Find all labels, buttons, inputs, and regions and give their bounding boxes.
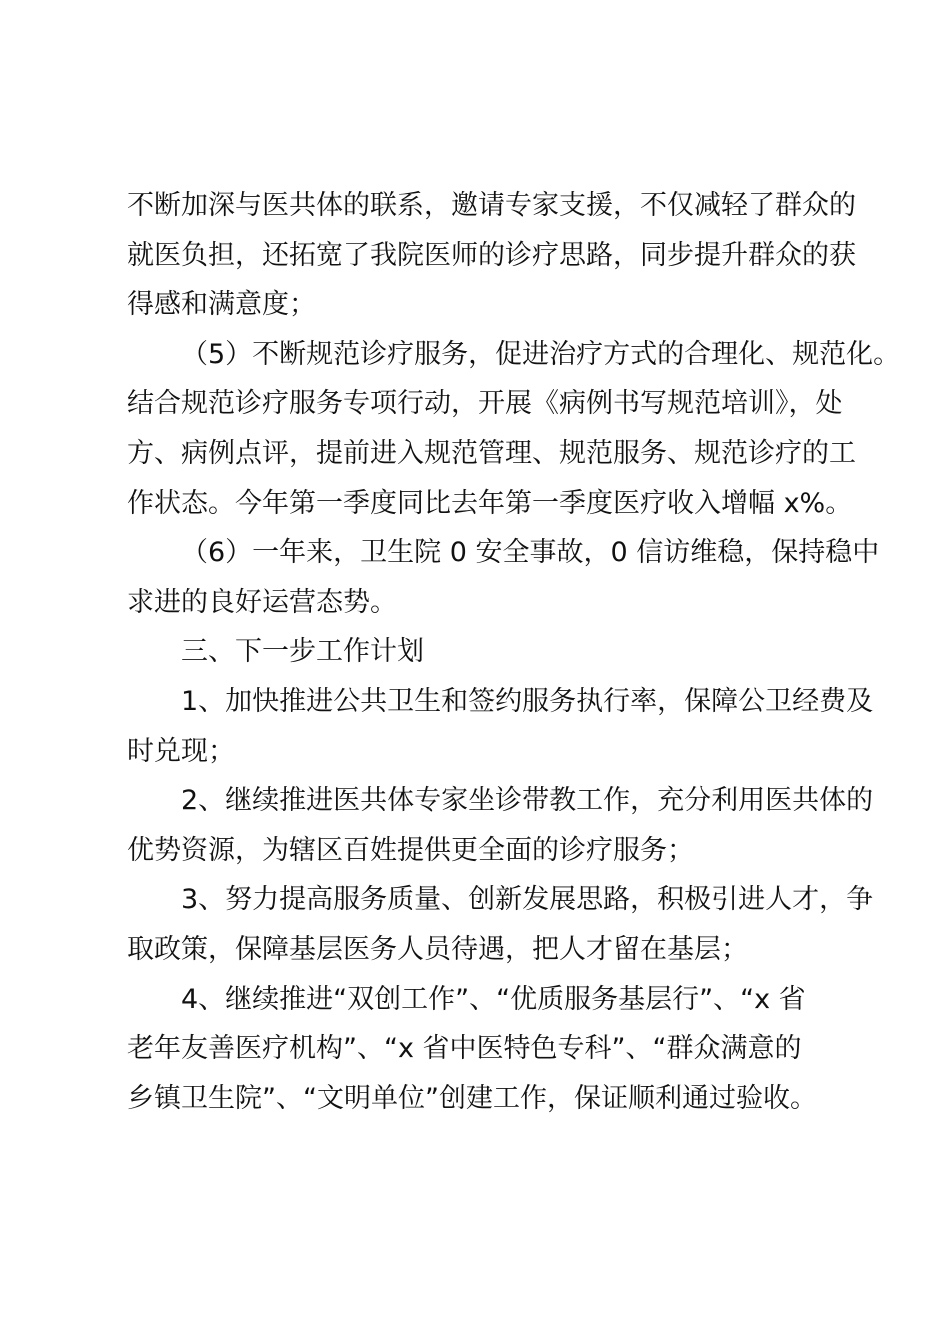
text-line-11: 1、加快推进公共卫生和签约服务执行率，保障公卫经费及	[181, 685, 874, 717]
text-line-2: 就医负担，还拓宽了我院医师的诊疗思路，同步提升群众的获	[127, 239, 856, 271]
document-body	[127, 181, 901, 1123]
text-line-3: 得感和满意度；	[127, 289, 316, 321]
text-line-15: 3、努力提高服务质量、创新发展思路，积极引进人才，争	[181, 884, 874, 916]
text-line-4: （5）不断规范诊疗服务，促进治疗方式的合理化、规范化。	[181, 338, 901, 370]
text-line-13: 2、继续推进医共体专家坐诊带教工作，充分利用医共体的	[181, 785, 874, 817]
section-heading: 三、下一步工作计划	[181, 636, 424, 668]
text-line-16: 取政策，保障基层医务人员待遇，把人才留在基层；	[127, 933, 748, 965]
text-line-12: 时兑现；	[127, 735, 235, 767]
text-line-1: 不断加深与医共体的联系，邀请专家支援，不仅减轻了群众的	[127, 190, 856, 221]
text-line-7: 作状态。今年第一季度同比去年第一季度医疗收入增幅 x%。	[127, 487, 853, 519]
text-line-6: 方、病例点评，提前进入规范管理、规范服务、规范诊疗的工	[127, 437, 856, 469]
text-line-5: 结合规范诊疗服务专项行动，开展《病例书写规范培训》，处	[127, 388, 843, 420]
text-line-19: 乡镇卫生院”、“文明单位”创建工作，保证顺利通过验收。	[127, 1082, 817, 1114]
text-line-8: （6）一年来，卫生院 0 安全事故，0 信访维稳，保持稳中	[181, 537, 880, 569]
text-line-17: 4、继续推进“双创工作”、“优质服务基层行”、“x 省	[181, 983, 806, 1015]
text-line-18: 老年友善医疗机构”、“x 省中医特色专科”、“群众满意的	[127, 1033, 802, 1065]
text-line-9: 求进的良好运营态势。	[127, 586, 397, 618]
text-line-14: 优势资源，为辖区百姓提供更全面的诊疗服务；	[127, 834, 694, 866]
